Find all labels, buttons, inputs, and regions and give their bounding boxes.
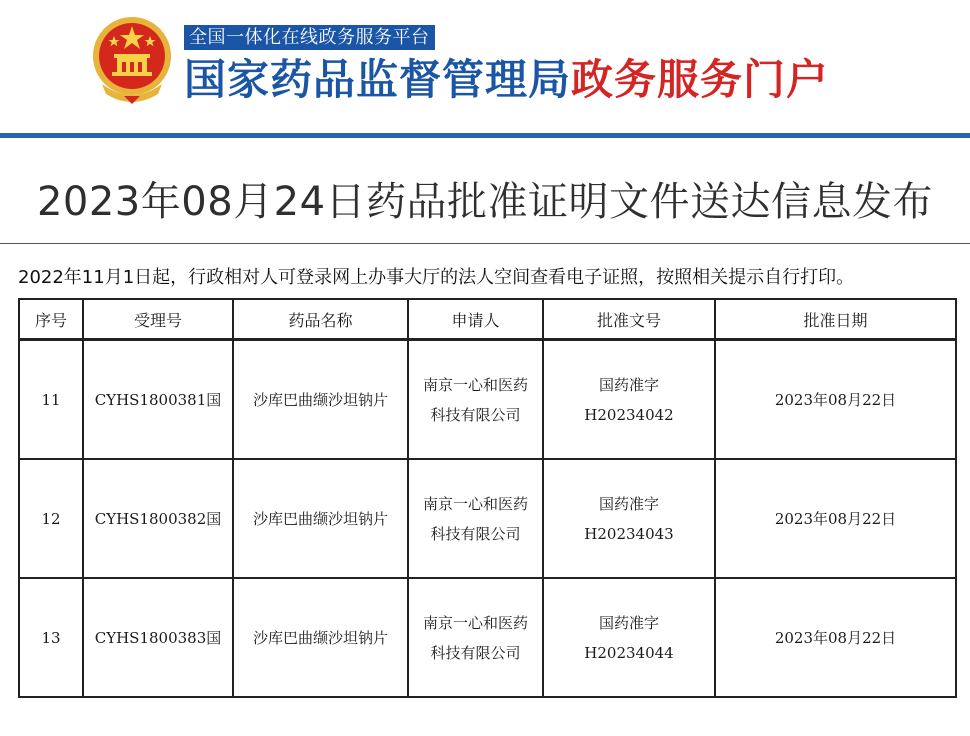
- approval-no-value: H20234044: [584, 643, 674, 662]
- notice-text: 2022年11月1日起，行政相对人可登录网上办事大厅的法人空间查看电子证照，按照相关提示自行打印。: [18, 267, 855, 288]
- agency-name: 国家药品监督管理局: [184, 55, 572, 104]
- table-row: [19, 459, 956, 578]
- col-header-no: 序号: [19, 299, 83, 340]
- cell-applicant: 南京一心和医药科技有限公司: [408, 578, 543, 697]
- site-header: [0, 0, 970, 132]
- cell-drug-name: 沙库巴曲缬沙坦钠片: [233, 459, 408, 578]
- cell-applicant: 南京一心和医药科技有限公司: [408, 340, 543, 460]
- page-title: 2023年08月24日药品批准证明文件送达信息发布: [36, 179, 934, 225]
- approval-no-label: 国药准字: [598, 613, 659, 632]
- cell-no: 12: [19, 459, 83, 578]
- col-header-acceptance-no: 受理号: [83, 299, 233, 340]
- header-divider: [0, 133, 970, 138]
- table-header-row: [19, 299, 956, 340]
- platform-name: 全国一体化在线政务服务平台: [184, 25, 435, 50]
- col-header-applicant: 申请人: [408, 299, 543, 340]
- col-header-approval-no: 批准文号: [543, 299, 715, 340]
- approval-no-value: H20234042: [584, 405, 674, 424]
- cell-drug-name: 沙库巴曲缬沙坦钠片: [233, 578, 408, 697]
- cell-no: 11: [19, 340, 83, 460]
- cell-approval-date: 2023年08月22日: [715, 459, 956, 578]
- portal-title: [184, 54, 829, 106]
- cell-acceptance-no: CYHS1800382国: [83, 459, 233, 578]
- col-header-approval-date: 批准日期: [715, 299, 956, 340]
- col-header-drug-name: 药品名称: [233, 299, 408, 340]
- cell-acceptance-no: CYHS1800383国: [83, 578, 233, 697]
- cell-approval-no: [543, 459, 715, 578]
- cell-approval-date: 2023年08月22日: [715, 340, 956, 460]
- table-row: [19, 578, 956, 697]
- approval-no-label: 国药准字: [598, 375, 659, 394]
- approval-no-label: 国药准字: [598, 494, 659, 513]
- cell-applicant: 南京一心和医药科技有限公司: [408, 459, 543, 578]
- national-emblem-icon: [92, 14, 172, 106]
- cell-no: 13: [19, 578, 83, 697]
- cell-drug-name: 沙库巴曲缬沙坦钠片: [233, 340, 408, 460]
- cell-approval-no: [543, 578, 715, 697]
- approval-table: [18, 298, 957, 698]
- table-row: [19, 340, 956, 460]
- portal-name: 政务服务门户: [571, 55, 830, 104]
- cell-approval-no: [543, 340, 715, 460]
- title-divider: [0, 243, 970, 244]
- cell-acceptance-no: CYHS1800381国: [83, 340, 233, 460]
- approval-no-value: H20234043: [584, 524, 674, 543]
- cell-approval-date: 2023年08月22日: [715, 578, 956, 697]
